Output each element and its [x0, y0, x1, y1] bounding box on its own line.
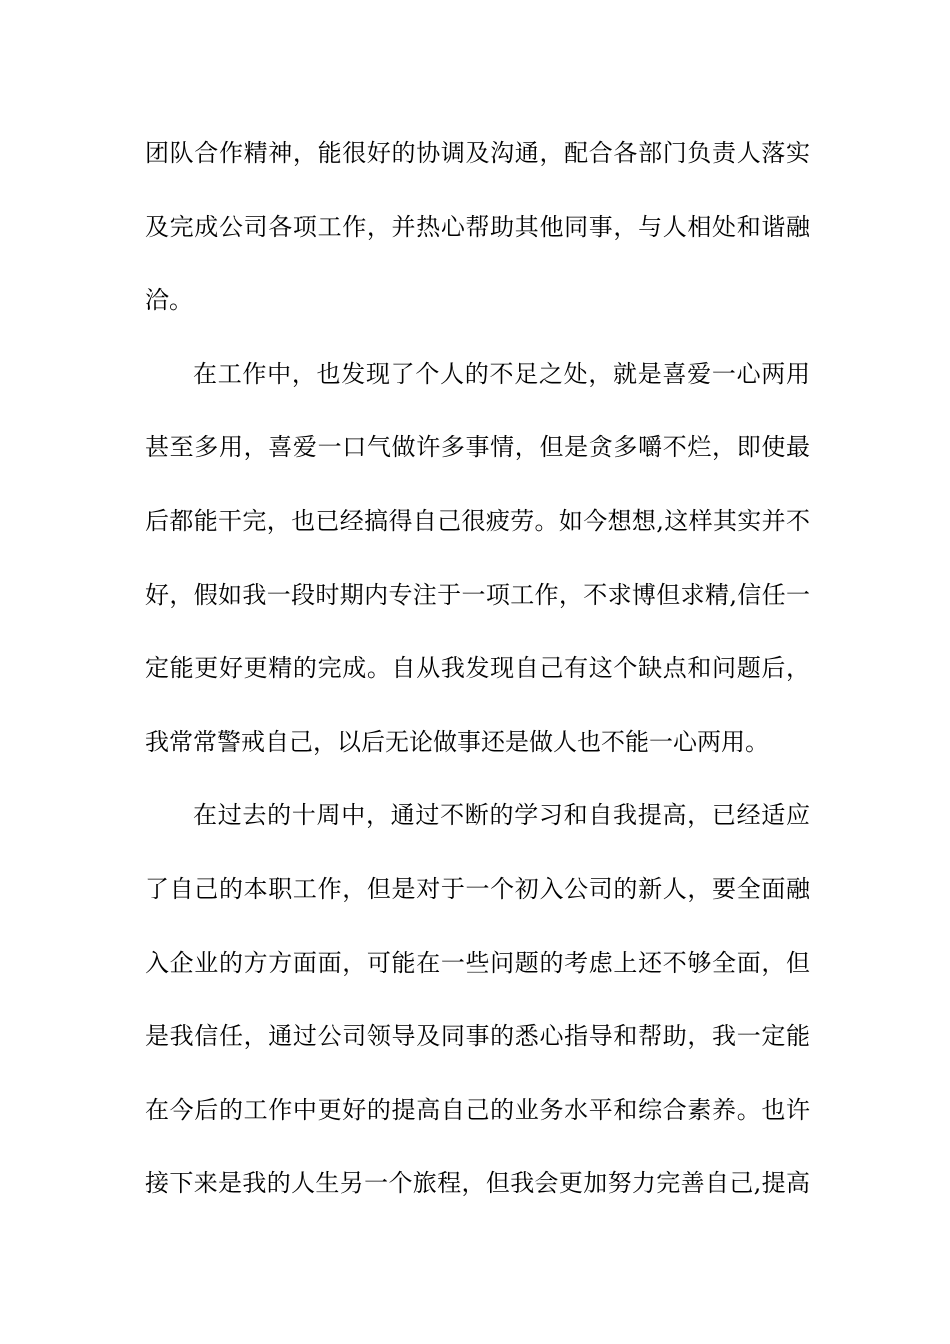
paragraph-3-line-1: 在过去的十周中，通过不断的学习和自我提高，已经适应 [193, 801, 810, 830]
paragraph-2-line-6: 我常常警戒自己，以后无论做事还是做人也不能一心两用。 [145, 727, 769, 756]
paragraph-2-line-3: 后都能干完，也已经搞得自己很疲劳。如今想想,这样其实并不 [145, 506, 810, 535]
paragraph-1-line-1: 团队合作精神，能很好的协调及沟通，配合各部门负责人落实 [145, 139, 810, 167]
paragraph-3-line-6: 接下来是我的人生另一个旅程，但我会更加努力完善自己,提高 [145, 1169, 810, 1198]
paragraph-3-line-4: 是我信任，通过公司领导及同事的悉心指导和帮助，我一定能 [145, 1022, 810, 1051]
paragraph-2-line-2: 甚至多用，喜爱一口气做许多事情，但是贪多嚼不烂，即使最 [145, 433, 810, 462]
paragraph-2-line-4: 好，假如我一段时期内专注于一项工作，不求博但求精,信任一 [145, 580, 810, 609]
paragraph-2-line-1: 在工作中，也发现了个人的不足之处，就是喜爱一心两用 [193, 359, 810, 388]
paragraph-3-line-3: 入企业的方方面面，可能在一些问题的考虑上还不够全面，但 [145, 948, 810, 977]
document-body [145, 130, 810, 1234]
paragraph-2-line-5: 定能更好更精的完成。自从我发现自己有这个缺点和问题后， [145, 654, 810, 683]
paragraph-1-line-3: 洽。 [145, 286, 193, 315]
paragraph-3-line-2: 了自己的本职工作，但是对于一个初入公司的新人，要全面融 [145, 874, 810, 903]
paragraph-1-line-2: 及完成公司各项工作，并热心帮助其他同事，与人相处和谐融 [145, 212, 810, 241]
paragraph-3-line-5: 在今后的工作中更好的提高自己的业务水平和综合素养。也许 [145, 1095, 810, 1124]
